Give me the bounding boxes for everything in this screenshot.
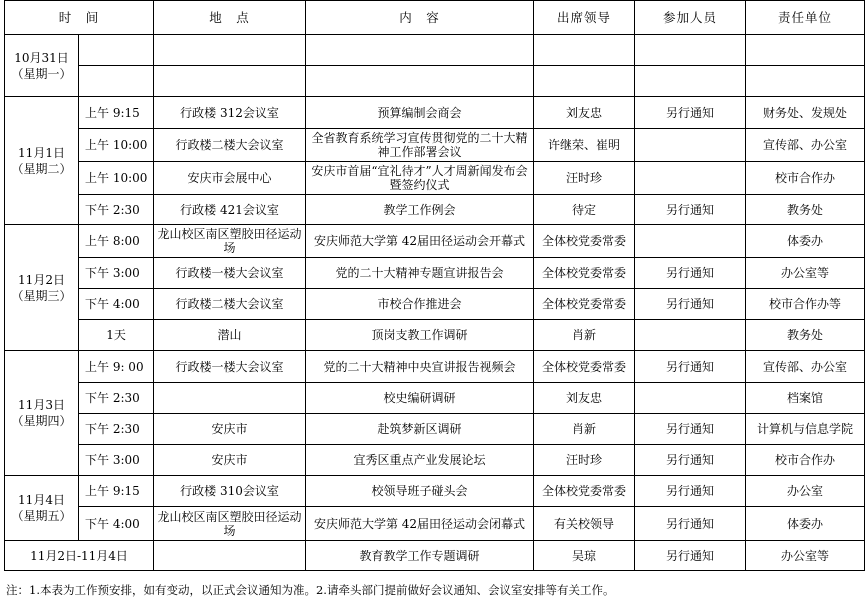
day-cell-oct31: 10月31日（星期一） — [5, 35, 79, 97]
time-cell: 上午 9:15 — [79, 97, 154, 129]
leader-cell: 汪时珍 — [534, 162, 635, 195]
table-row — [5, 97, 865, 129]
table-row — [5, 507, 865, 541]
content-cell: 教学工作例会 — [306, 195, 534, 225]
table-row — [5, 162, 865, 195]
day-cell-nov2: 11月2日（星期三） — [5, 225, 79, 351]
time-cell: 下午 4:00 — [79, 289, 154, 320]
time-cell: 下午 4:00 — [79, 507, 154, 541]
table-row — [5, 195, 865, 225]
table-row — [5, 129, 865, 162]
place-cell: 龙山校区南区塑胶田径运动场 — [154, 507, 306, 541]
time-cell: 上午 9: 00 — [79, 351, 154, 383]
attendees-cell: 另行通知 — [635, 445, 746, 476]
time-cell: 下午 2:30 — [79, 195, 154, 225]
header-place: 地 点 — [154, 1, 306, 35]
leader-cell: 全体校党委常委 — [534, 225, 635, 258]
leader-cell: 许继荣、崔明 — [534, 129, 635, 162]
table-row — [5, 289, 865, 320]
table-row — [5, 66, 865, 97]
attendees-cell: 另行通知 — [635, 289, 746, 320]
place-cell: 行政楼二楼大会议室 — [154, 129, 306, 162]
table-row — [5, 351, 865, 383]
leader-cell: 刘友忠 — [534, 383, 635, 414]
content-cell: 安庆师范大学第 42届田径运动会开幕式 — [306, 225, 534, 258]
leader-cell: 吴琼 — [534, 541, 635, 571]
leader-cell: 刘友忠 — [534, 97, 635, 129]
unit-cell: 档案馆 — [746, 383, 865, 414]
unit-cell: 宣传部、办公室 — [746, 351, 865, 383]
content-cell: 市校合作推进会 — [306, 289, 534, 320]
unit-cell: 财务处、发规处 — [746, 97, 865, 129]
leader-cell: 全体校党委常委 — [534, 258, 635, 289]
content-cell: 安庆师范大学第 42届田径运动会闭幕式 — [306, 507, 534, 541]
table-row — [5, 476, 865, 507]
header-leader: 出席领导 — [534, 1, 635, 35]
place-cell: 安庆市 — [154, 414, 306, 445]
content-cell: 顶岗支教工作调研 — [306, 320, 534, 351]
day-cell-nov3: 11月3日（星期四） — [5, 351, 79, 476]
leader-cell: 待定 — [534, 195, 635, 225]
day-cell-range: 11月2日-11月4日 — [5, 541, 154, 571]
unit-cell: 办公室等 — [746, 541, 865, 571]
leader-cell: 全体校党委常委 — [534, 476, 635, 507]
leader-cell: 全体校党委常委 — [534, 351, 635, 383]
place-cell: 安庆市会展中心 — [154, 162, 306, 195]
unit-cell: 计算机与信息学院 — [746, 414, 865, 445]
place-cell — [154, 541, 306, 571]
table-row — [5, 35, 865, 66]
place-cell: 行政楼 312会议室 — [154, 97, 306, 129]
attendees-cell — [635, 225, 746, 258]
table-row — [5, 258, 865, 289]
place-cell: 行政楼一楼大会议室 — [154, 351, 306, 383]
table-row — [5, 225, 865, 258]
content-cell: 校史编研调研 — [306, 383, 534, 414]
attendees-cell: 另行通知 — [635, 258, 746, 289]
content-cell: 宜秀区重点产业发展论坛 — [306, 445, 534, 476]
unit-cell: 校市合作办 — [746, 162, 865, 195]
unit-cell: 教务处 — [746, 195, 865, 225]
header-row — [5, 1, 865, 35]
table-row — [5, 320, 865, 351]
time-cell: 上午 10:00 — [79, 129, 154, 162]
unit-cell: 办公室 — [746, 476, 865, 507]
attendees-cell: 另行通知 — [635, 507, 746, 541]
attendees-cell: 另行通知 — [635, 414, 746, 445]
unit-cell: 校市合作办等 — [746, 289, 865, 320]
header-attendees: 参加人员 — [635, 1, 746, 35]
header-content: 内 容 — [306, 1, 534, 35]
time-cell: 下午 3:00 — [79, 445, 154, 476]
unit-cell: 教务处 — [746, 320, 865, 351]
time-cell: 上午 10:00 — [79, 162, 154, 195]
header-time: 时 间 — [5, 1, 154, 35]
place-cell: 行政楼 421会议室 — [154, 195, 306, 225]
place-cell: 安庆市 — [154, 445, 306, 476]
time-cell: 上午 9:15 — [79, 476, 154, 507]
unit-cell: 校市合作办 — [746, 445, 865, 476]
leader-cell: 全体校党委常委 — [534, 289, 635, 320]
unit-cell: 体委办 — [746, 225, 865, 258]
place-cell: 行政楼 310会议室 — [154, 476, 306, 507]
attendees-cell: 另行通知 — [635, 541, 746, 571]
time-cell: 下午 2:30 — [79, 414, 154, 445]
attendees-cell — [635, 129, 746, 162]
place-cell: 龙山校区南区塑胶田径运动场 — [154, 225, 306, 258]
unit-cell: 体委办 — [746, 507, 865, 541]
attendees-cell — [635, 383, 746, 414]
table-row — [5, 541, 865, 571]
table-row — [5, 414, 865, 445]
content-cell: 全省教育系统学习宣传贯彻党的二十大精神工作部署会议 — [306, 129, 534, 162]
attendees-cell: 另行通知 — [635, 97, 746, 129]
header-unit: 责任单位 — [746, 1, 865, 35]
leader-cell: 汪时珍 — [534, 445, 635, 476]
unit-cell: 办公室等 — [746, 258, 865, 289]
time-cell: 下午 2:30 — [79, 383, 154, 414]
content-cell: 预算编制会商会 — [306, 97, 534, 129]
attendees-cell — [635, 320, 746, 351]
place-cell: 行政楼二楼大会议室 — [154, 289, 306, 320]
content-cell: 党的二十大精神专题宣讲报告会 — [306, 258, 534, 289]
table-row — [5, 383, 865, 414]
attendees-cell: 另行通知 — [635, 476, 746, 507]
attendees-cell — [635, 162, 746, 195]
leader-cell: 肖新 — [534, 414, 635, 445]
day-cell-nov4: 11月4日（星期五） — [5, 476, 79, 541]
leader-cell: 肖新 — [534, 320, 635, 351]
content-cell: 党的二十大精神中央宣讲报告视频会 — [306, 351, 534, 383]
footer-note: 注：1.本表为工作预安排，如有变动，以正式会议通知为准。2.请牵头部门提前做好会议通知、会议室安排等有关工作。 — [6, 583, 615, 597]
place-cell: 行政楼一楼大会议室 — [154, 258, 306, 289]
day-cell-nov1: 11月1日（星期二） — [5, 97, 79, 225]
attendees-cell: 另行通知 — [635, 195, 746, 225]
unit-cell: 宣传部、办公室 — [746, 129, 865, 162]
place-cell — [154, 383, 306, 414]
attendees-cell: 另行通知 — [635, 351, 746, 383]
time-cell: 下午 3:00 — [79, 258, 154, 289]
schedule-table — [4, 0, 865, 571]
table-row — [5, 445, 865, 476]
time-cell: 上午 8:00 — [79, 225, 154, 258]
content-cell: 安庆市首届“宜礼待才”人才周新闻发布会暨签约仪式 — [306, 162, 534, 195]
content-cell: 赴筑梦新区调研 — [306, 414, 534, 445]
place-cell: 潜山 — [154, 320, 306, 351]
content-cell: 校领导班子碰头会 — [306, 476, 534, 507]
time-cell: 1天 — [79, 320, 154, 351]
leader-cell: 有关校领导 — [534, 507, 635, 541]
content-cell: 教育教学工作专题调研 — [306, 541, 534, 571]
